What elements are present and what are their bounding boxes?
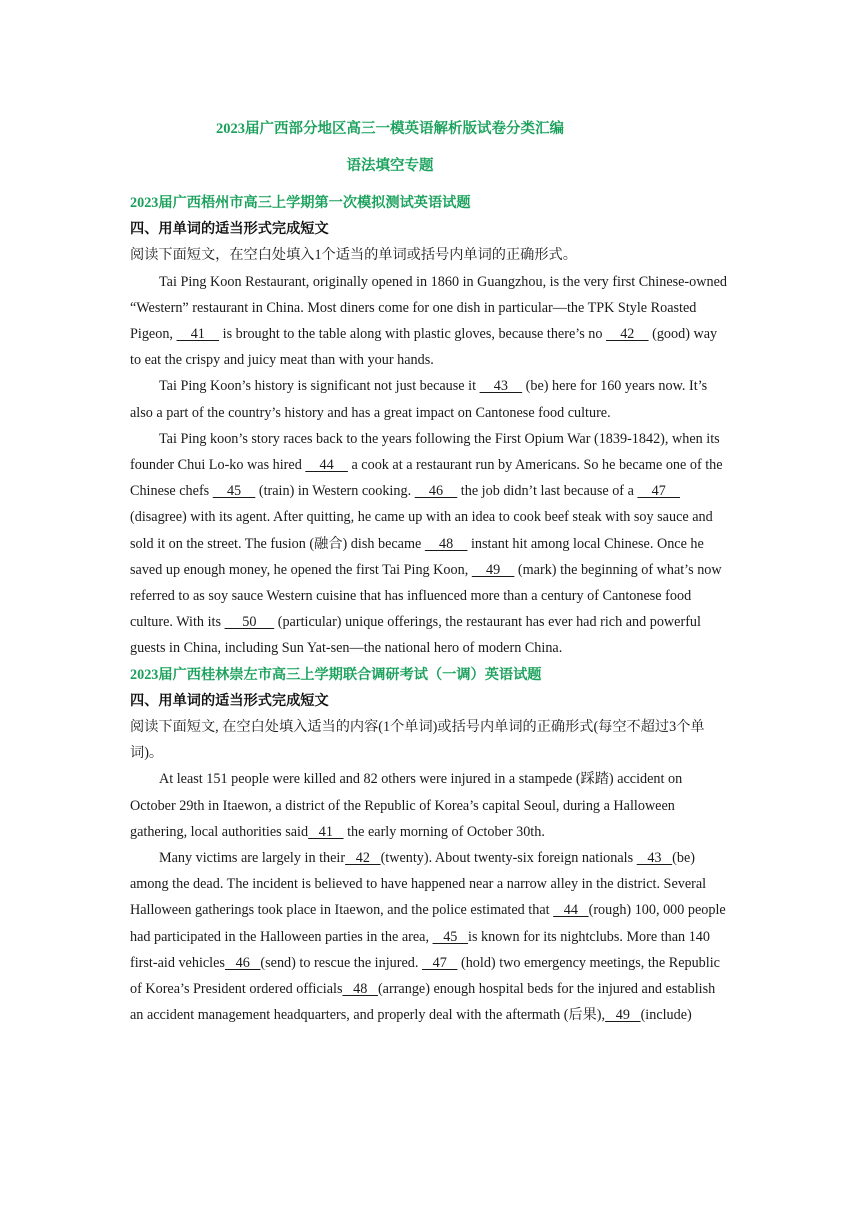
answer-blank: 48 <box>342 981 378 998</box>
passage-paragraph <box>130 845 730 1028</box>
answer-blank: 46 <box>414 483 458 500</box>
passage-text: (include) <box>640 1007 692 1024</box>
passage-text: the early morning of October 30th. <box>343 823 545 840</box>
passage-paragraph <box>130 269 730 374</box>
answer-blank: 48 <box>424 535 468 552</box>
document-body <box>130 190 730 1029</box>
passage-text: (mark) the beginning of what’s now referred to as soy sauce Western cuisine that has influenced more than a century of Cantonese food culture. With its <box>130 561 722 631</box>
answer-blank: 49 <box>471 561 515 578</box>
passage-text: (particular) unique offerings, the restaurant has ever had rich and powerful guests in China, including Sun Yat-sen—the national hero of modern China. <box>130 614 701 657</box>
passage-text: Many victims are largely in their <box>159 850 346 867</box>
instruction-text: 阅读下面短文，在空白处填入1个适当的单词或括号内单词的正确形式。 <box>130 247 577 264</box>
passage-text: (send) to rescue the injured. <box>260 954 422 971</box>
answer-blank: 50 <box>224 614 275 631</box>
section-heading: 2023届广西桂林崇左市高三上学期联合调研考试（一调）英语试题 <box>130 666 542 683</box>
answer-blank: 47 <box>637 483 680 500</box>
passage-text: is known for its nightclubs. More than 140 first-aid vehicles <box>130 928 710 971</box>
passage-text: (disagree) with its agent. After quitting, he came up with an idea to cook beef steak with soy sauce and sold it on the street. The fusion (融合) dish became <box>130 509 713 552</box>
answer-blank: 41 <box>176 326 220 343</box>
passage-text: (rough) 100, 000 people had participated in the Halloween parties in the area, <box>130 902 726 945</box>
passage-text: (twenty). About twenty-six foreign nationals <box>380 850 637 867</box>
instruction-text: 阅读下面短文, 在空白处填入适当的内容(1个单词)或括号内单词的正确形式(每空不超过3个单词)。 <box>130 719 705 762</box>
answer-blank: 44 <box>553 902 589 919</box>
passage-text: Tai Ping koon’s story races back to the years following the First Opium War (1839-1842), when its founder Chui Lo-ko was hired <box>130 430 720 474</box>
passage-text: a cook at a restaurant run by Americans. So he became one of the Chinese chefs <box>130 457 723 500</box>
passage-text: (hold) two emergency meetings, the Republic of Korea’s President ordered officials <box>130 954 720 998</box>
passage-text: instant hit among local Chinese. Once he saved up enough money, he opened the first Tai Ping Koon, <box>130 535 704 578</box>
answer-blank: 44 <box>305 457 348 474</box>
answer-blank: 41 <box>308 823 344 840</box>
passage-text: (good) way to eat the crispy and juicy meat than with your hands. <box>130 326 718 369</box>
passage-text: Tai Ping Koon Restaurant, originally opened in 1860 in Guangzhou, is the very first Chinese-owned “Western” restaurant in China. Most diners come for one dish in particular—the TPK Style Roasted Pigeon, <box>130 273 727 343</box>
answer-blank: 45 <box>212 483 256 500</box>
document-subtitle: 语法填空专题 <box>346 158 434 174</box>
passage-text: is brought to the table along with plastic gloves, because there’s no <box>219 326 606 343</box>
answer-blank: 43 <box>636 850 673 867</box>
passage-text: (be) here for 160 years now. It’s also a part of the country’s history and has a great impact on Cantonese food culture. <box>130 378 708 421</box>
passage-paragraph <box>130 766 730 845</box>
answer-blank: 42 <box>606 326 649 343</box>
passage-text: (train) in Western cooking. <box>255 483 415 500</box>
passage-paragraph <box>130 426 730 662</box>
passage-text: Tai Ping Koon’s history is significant not just because it <box>159 378 480 395</box>
passage-text: (arrange) enough hospital beds for the injured and establish an accident management headquarters, and properly deal with the aftermath (后果), <box>130 981 716 1024</box>
document-title: 2023届广西部分地区高三一模英语解析版试卷分类汇编 <box>216 121 564 137</box>
answer-blank: 42 <box>345 850 381 867</box>
part-heading: 四、用单词的适当形式完成短文 <box>130 692 329 709</box>
passage-paragraph <box>130 373 730 425</box>
answer-blank: 45 <box>432 928 469 945</box>
passage-text: At least 151 people were killed and 82 others were injured in a stampede (踩踏) accident on October 29th in Itaewon, a district of the Republic of Korea’s capital Seoul, during a Halloween gathering, local authorities said <box>130 771 683 840</box>
passage-text: (be) among the dead. The incident is believed to have happened near a narrow alley in the district. Several Halloween gatherings took place in Itaewon, and the police estimated that <box>130 850 707 919</box>
answer-blank: 43 <box>479 378 523 395</box>
answer-blank: 49 <box>605 1007 641 1024</box>
answer-blank: 46 <box>224 954 261 971</box>
part-heading: 四、用单词的适当形式完成短文 <box>130 221 329 238</box>
section-heading: 2023届广西梧州市高三上学期第一次模拟测试英语试题 <box>130 195 471 211</box>
passage-text: the job didn’t last because of a <box>457 483 638 500</box>
answer-blank: 47 <box>421 954 458 971</box>
